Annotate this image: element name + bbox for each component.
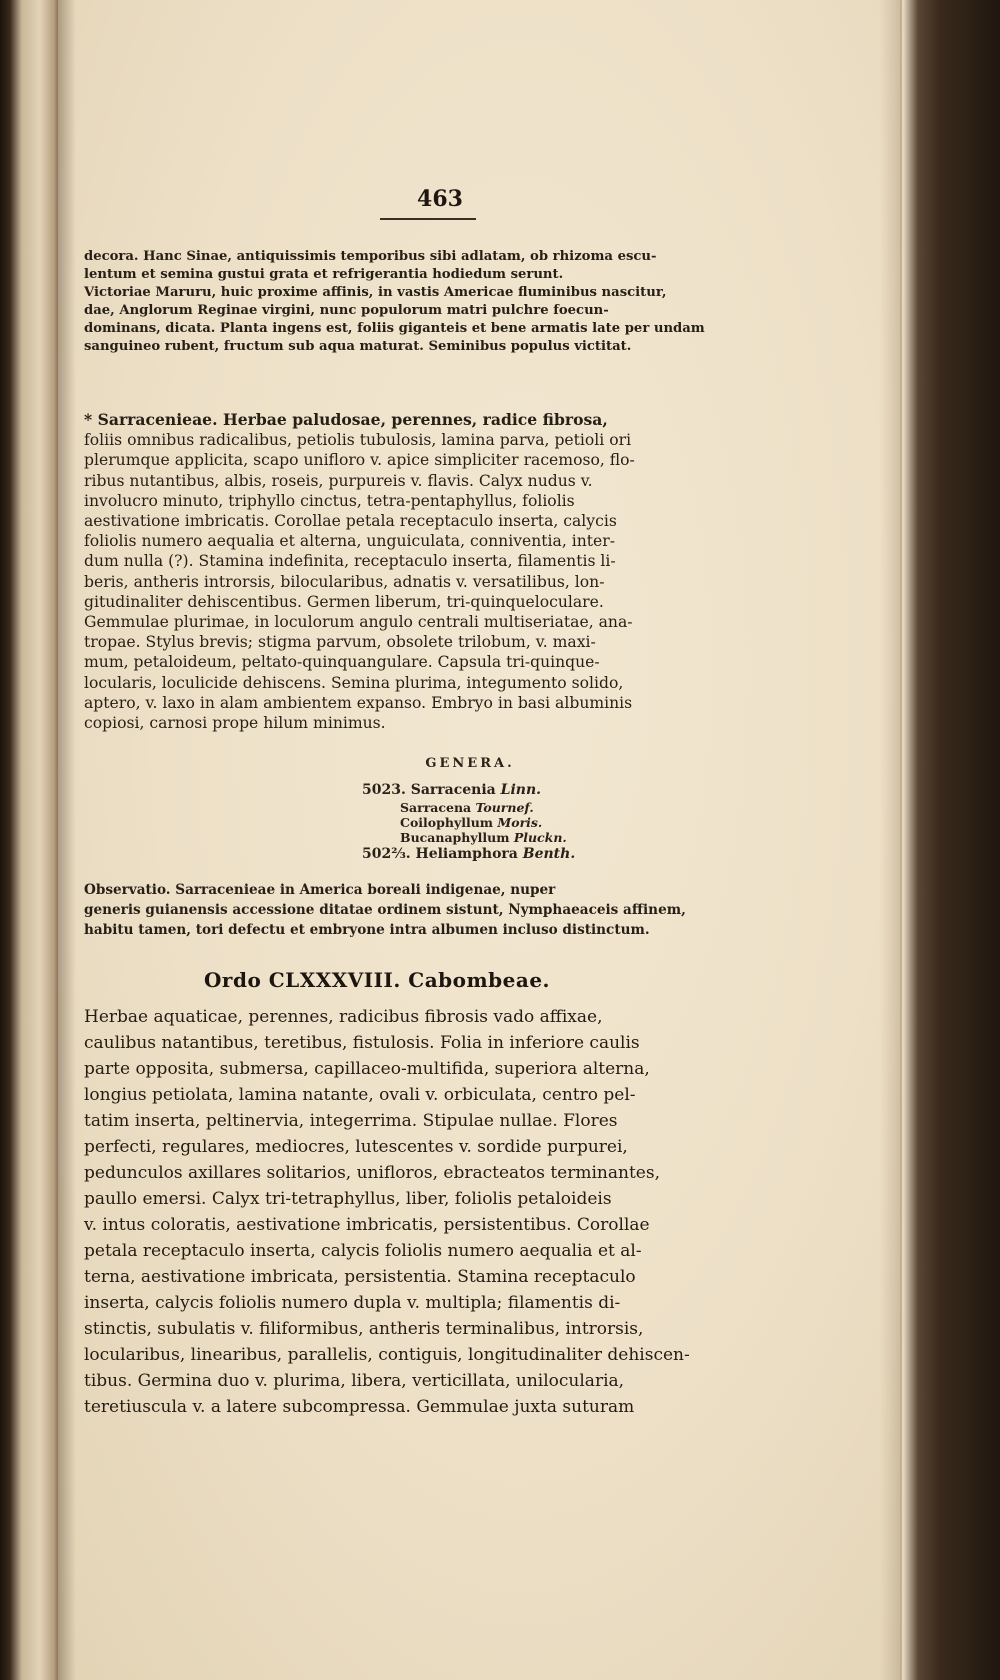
- text-line: beris, antheris introrsis, bilocularibus, adnatis v. versatilibus, lon-: [84, 572, 605, 591]
- text-line: lentum et semina gustui grata et refrigerantia hodiedum serunt.: [84, 267, 564, 282]
- genus-author: Linn.: [500, 782, 542, 798]
- synonym-author: Moris.: [497, 815, 543, 830]
- left-page-edge: [0, 0, 58, 1680]
- genus-entry: [362, 846, 575, 862]
- text-line: copiosi, carnosi prope hilum minimus.: [84, 714, 386, 733]
- text-line: terna, aestivatione imbricata, persistentia. Stamina receptaculo: [84, 1267, 636, 1287]
- right-edge-shadow: [880, 0, 902, 1680]
- text-line: Observatio. Sarracenieae in America boreali indigenae, nuper: [84, 882, 556, 898]
- genus-name: Heliamphora: [415, 846, 523, 862]
- text-line: tibus. Germina duo v. plurima, libera, verticillata, unilocularia,: [84, 1371, 625, 1391]
- intro-paragraph: [84, 248, 756, 356]
- genus-author: Benth.: [522, 846, 576, 862]
- text-line: decora. Hanc Sinae, antiquissimis temporibus sibi adlatam, ob rhizoma escu-: [84, 249, 657, 264]
- text-line: Herbae aquaticae, perennes, radicibus fibrosis vado affixae,: [84, 1007, 603, 1027]
- text-line: * Sarracenieae. Herbae paludosae, perennes, radice fibrosa,: [84, 410, 608, 429]
- text-line: sanguineo rubent, fructum sub aqua maturat. Seminibus populus victitat.: [84, 339, 632, 354]
- text-line: involucro minuto, triphyllo cinctus, tetra-pentaphyllus, foliolis: [84, 491, 575, 510]
- text-line: longius petiolata, lamina natante, ovali v. orbiculata, centro pel-: [84, 1085, 636, 1105]
- text-line: gitudinaliter dehiscentibus. Germen liberum, tri-quinqueloculare.: [84, 592, 604, 611]
- text-line: foliis omnibus radicalibus, petiolis tubulosis, lamina parva, petioli ori: [84, 431, 632, 450]
- genera-heading: GENERA.: [425, 756, 515, 771]
- genus-number: 5023.: [362, 782, 406, 798]
- synonym-name: Bucanaphyllum: [400, 830, 514, 845]
- text-line: paullo emersi. Calyx tri-tetraphyllus, liber, foliolis petaloideis: [84, 1189, 612, 1209]
- page-number-rule: [380, 218, 476, 220]
- text-line: habitu tamen, tori defectu et embryone intra albumen incluso distinctum.: [84, 922, 650, 938]
- text-line: parte opposita, submersa, capillaceo-multifida, superiora alterna,: [84, 1059, 650, 1079]
- sarracenieae-paragraph: [84, 410, 756, 733]
- synonym-name: Coilophyllum: [400, 815, 498, 830]
- gutter-shadow: [58, 0, 76, 1680]
- text-line: plerumque applicita, scapo unifloro v. apice simpliciter racemoso, flo-: [84, 451, 635, 470]
- text-line: stinctis, subulatis v. filiformibus, antheris terminalibus, introrsis,: [84, 1319, 644, 1339]
- text-line: perfecti, regulares, mediocres, lutescentes v. sordide purpurei,: [84, 1137, 628, 1157]
- order-heading: Ordo CLXXXVIII. Cabombeae.: [204, 968, 551, 992]
- text-line: locularibus, linearibus, parallelis, contiguis, longitudinaliter dehiscen-: [84, 1345, 690, 1365]
- text-line: Victoriae Maruru, huic proxime affinis, in vastis Americae fluminibus nascitur,: [84, 285, 667, 300]
- text-line: mum, petaloideum, peltato-quinquangulare. Capsula tri-quinque-: [84, 653, 600, 672]
- text-line: generis guianensis accessione ditatae ordinem sistunt, Nymphaeaceis affinem,: [84, 902, 686, 918]
- text-line: dum nulla (?). Stamina indefinita, receptaculo inserta, filamentis li-: [84, 552, 616, 571]
- cabombeae-paragraph: [84, 1004, 764, 1420]
- text-line: petala receptaculo inserta, calycis foliolis numero aequalia et al-: [84, 1241, 642, 1261]
- text-line: dominans, dicata. Planta ingens est, foliis giganteis et bene armatis late per undam: [84, 321, 705, 336]
- genus-synonym: [400, 815, 542, 830]
- text-line: Gemmulae plurimae, in loculorum angulo centrali multiseriatae, ana-: [84, 613, 633, 632]
- text-line: v. intus coloratis, aestivatione imbricatis, persistentibus. Corollae: [84, 1215, 650, 1235]
- synonym-name: Sarracena: [400, 800, 476, 815]
- observatio-paragraph: [84, 880, 756, 940]
- text-line: inserta, calycis foliolis numero dupla v. multipla; filamentis di-: [84, 1293, 621, 1313]
- text-line: aestivatione imbricatis. Corollae petala receptaculo inserta, calycis: [84, 512, 617, 531]
- synonym-author: Tournef.: [475, 800, 534, 815]
- text-line: ribus nutantibus, albis, roseis, purpureis v. flavis. Calyx nudus v.: [84, 471, 593, 490]
- genus-synonym: [400, 800, 534, 815]
- text-line: tropae. Stylus brevis; stigma parvum, obsolete trilobum, v. maxi-: [84, 633, 596, 652]
- text-line: caulibus natantibus, teretibus, fistulosis. Folia in inferiore caulis: [84, 1033, 640, 1053]
- text-line: foliolis numero aequalia et alterna, unguiculata, conniventia, inter-: [84, 532, 615, 551]
- genus-entry: [362, 782, 541, 798]
- genus-name: Sarracenia: [410, 782, 501, 798]
- text-line: locularis, loculicide dehiscens. Semina plurima, integumento solido,: [84, 673, 624, 692]
- text-line: dae, Anglorum Reginae virgini, nunc populorum matri pulchre foecun-: [84, 303, 609, 318]
- genus-synonym: [400, 830, 567, 845]
- page-number: 463: [417, 186, 463, 212]
- text-line: tatim inserta, peltinervia, integerrima. Stipulae nullae. Flores: [84, 1111, 618, 1131]
- text-line: pedunculos axillares solitarios, unifloros, ebracteatos terminantes,: [84, 1163, 660, 1183]
- synonym-author: Pluckn.: [513, 830, 567, 845]
- text-line: aptero, v. laxo in alam ambientem expanso. Embryo in basi albuminis: [84, 693, 633, 712]
- text-line: teretiuscula v. a latere subcompressa. Gemmulae juxta suturam: [84, 1397, 635, 1417]
- genus-number: 502⅔.: [362, 846, 411, 862]
